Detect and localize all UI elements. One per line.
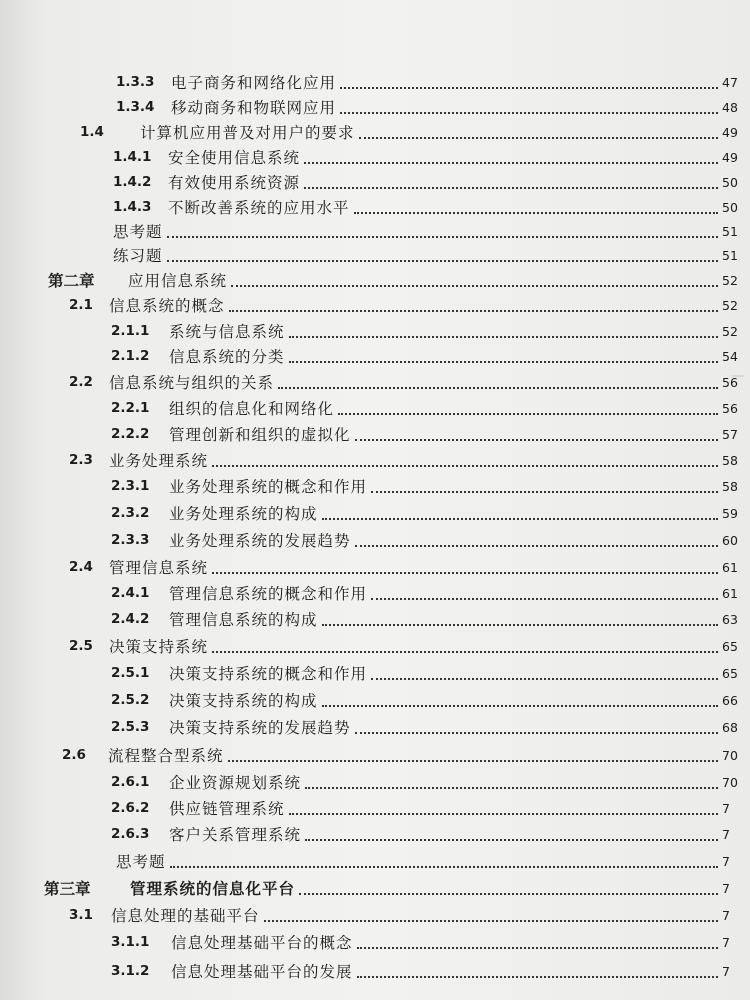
toc-entry-title: 管理创新和组织的虚拟化	[169, 426, 351, 444]
toc-entry-title: 业务处理系统的构成	[169, 505, 318, 523]
dot-leader	[354, 212, 718, 214]
toc-entry-number: 2.6.1	[111, 774, 150, 790]
dot-leader	[289, 361, 718, 363]
dot-leader	[289, 336, 718, 338]
dot-leader	[371, 678, 718, 680]
toc-entry[interactable]	[0, 554, 750, 580]
toc-entry-page: 70	[722, 774, 738, 790]
toc-entry[interactable]	[0, 929, 750, 955]
toc-entry[interactable]	[0, 821, 750, 847]
toc-entry-number: 2.1.2	[111, 348, 150, 364]
toc-entry-page: 59	[722, 505, 738, 521]
toc-entry-number: 2.3	[69, 452, 93, 468]
toc-entry-number: 2.5.3	[111, 719, 150, 735]
toc-entry[interactable]	[0, 714, 750, 740]
dot-leader	[340, 112, 718, 114]
toc-entry-number: 1.4	[80, 124, 104, 140]
toc-entry-number: 2.3.2	[111, 505, 150, 521]
toc-entry[interactable]	[0, 848, 750, 874]
dot-leader	[289, 813, 718, 815]
dot-leader	[371, 491, 718, 493]
toc-entry-title: 安全使用信息系统	[168, 149, 301, 167]
dot-leader	[170, 866, 718, 868]
dot-leader	[371, 598, 718, 600]
toc-entry[interactable]	[0, 687, 750, 713]
toc-entry-page: 7	[722, 880, 730, 896]
dot-leader	[322, 624, 718, 626]
toc-entry-title: 决策支持系统的概念和作用	[169, 665, 368, 683]
toc-entry-number: 1.4.2	[113, 174, 152, 190]
toc-entry-title: 信息处理基础平台的概念	[171, 934, 353, 952]
dot-leader	[338, 413, 718, 415]
toc-entry-number: 2.5.2	[111, 692, 150, 708]
toc-entry-title: 计算机应用普及对用户的要求	[140, 124, 355, 142]
toc-entry-page: 58	[722, 478, 738, 494]
dot-leader	[228, 760, 718, 762]
toc-entry[interactable]	[0, 580, 750, 606]
toc-entry[interactable]	[0, 218, 750, 244]
dot-leader	[355, 732, 718, 734]
dot-leader	[229, 310, 718, 312]
toc-entry[interactable]	[0, 242, 750, 268]
toc-entry-title: 管理信息系统	[109, 559, 209, 577]
toc-entry-page: 7	[722, 826, 730, 842]
toc-entry-page: 52	[722, 297, 738, 313]
toc-entry-page: 63	[722, 611, 738, 627]
toc-entry-title: 移动商务和物联网应用	[171, 99, 337, 117]
toc-entry-title: 客户关系管理系统	[169, 826, 302, 844]
toc-entry-title: 练习题	[113, 247, 163, 265]
toc-entry-page: 52	[722, 272, 738, 288]
toc-entry-title: 信息系统的概念	[109, 297, 225, 315]
toc-entry-title: 业务处理系统的发展趋势	[169, 532, 351, 550]
toc-entry[interactable]	[0, 169, 750, 195]
dot-leader	[212, 651, 718, 653]
toc-entry[interactable]	[0, 194, 750, 220]
toc-entry-number: 2.5	[69, 638, 93, 654]
toc-entry[interactable]	[0, 421, 750, 447]
dot-leader	[278, 387, 718, 389]
toc-entry[interactable]	[0, 292, 750, 318]
dot-leader	[355, 545, 718, 547]
toc-entry-title: 组织的信息化和网络化	[169, 400, 335, 418]
dot-leader	[357, 976, 718, 978]
toc-entry-title: 不断改善系统的应用水平	[168, 199, 350, 217]
toc-entry[interactable]	[0, 795, 750, 821]
toc-entry-number: 3.1.1	[111, 934, 150, 950]
toc-entry-title: 决策支持系统的构成	[169, 692, 318, 710]
toc-entry[interactable]	[0, 395, 750, 421]
toc-entry-number: 2.6.3	[111, 826, 150, 842]
toc-entry-title: 思考题	[116, 853, 166, 871]
toc-entry-title: 决策支持系统的发展趋势	[169, 719, 351, 737]
dot-leader	[212, 465, 718, 467]
toc-entry[interactable]	[0, 343, 750, 369]
dot-leader	[231, 285, 718, 287]
toc-entry-page: 48	[722, 99, 738, 115]
toc-entry-title: 业务处理系统	[109, 452, 209, 470]
toc-entry[interactable]	[0, 769, 750, 795]
toc-entry-page: 61	[722, 585, 738, 601]
dot-leader	[359, 137, 718, 139]
dot-leader	[322, 705, 718, 707]
toc-entry-title: 信息系统与组织的关系	[109, 374, 275, 392]
toc-entry-number: 1.4.1	[113, 149, 152, 165]
toc-entry-page: 65	[722, 665, 738, 681]
toc-entry-number: 1.3.4	[116, 99, 155, 115]
toc-entry-number: 1.4.3	[113, 199, 152, 215]
toc-entry[interactable]	[0, 902, 750, 928]
toc-entry[interactable]	[0, 606, 750, 632]
chapter-label: 第二章	[48, 272, 95, 290]
toc-entry-page: 57	[722, 426, 738, 442]
toc-entry[interactable]	[0, 742, 750, 768]
toc-entry-page: 7	[722, 853, 730, 869]
toc-entry-page: 7	[722, 800, 730, 816]
chapter-label: 第三章	[44, 880, 91, 898]
toc-entry-number: 2.4.2	[111, 611, 150, 627]
toc-entry-page: 7	[722, 934, 730, 950]
dot-leader	[355, 439, 718, 441]
toc-entry-page: 54	[722, 348, 738, 364]
toc-entry[interactable]	[0, 447, 750, 473]
toc-entry-page: 51	[722, 247, 738, 263]
dot-leader	[304, 187, 718, 189]
toc-entry[interactable]	[0, 473, 750, 499]
toc-entry-page: 50	[722, 199, 738, 215]
toc-entry-page: 60	[722, 532, 738, 548]
dot-leader	[322, 518, 718, 520]
toc-entry-number: 2.2.2	[111, 426, 150, 442]
toc-entry-page: 49	[722, 149, 738, 165]
toc-entry-page: 7	[722, 963, 730, 979]
toc-entry-page: 58	[722, 452, 738, 468]
chapter-title: 管理系统的信息化平台	[130, 879, 296, 898]
toc-entry[interactable]	[0, 318, 750, 344]
dot-leader	[305, 787, 718, 789]
toc-entry[interactable]	[0, 958, 750, 984]
dot-leader	[264, 920, 718, 922]
toc-entry[interactable]	[0, 527, 750, 553]
toc-entry-page: 49	[722, 124, 738, 140]
dot-leader	[357, 947, 718, 949]
toc-entry-title: 有效使用系统资源	[168, 174, 301, 192]
toc-entry-page: 61	[722, 559, 738, 575]
toc-entry-number: 2.4	[69, 559, 93, 575]
toc-entry-title: 思考题	[113, 223, 163, 241]
toc-entry-number: 3.1	[69, 907, 93, 923]
toc-entry-page: 56	[722, 400, 738, 416]
toc-entry-title: 企业资源规划系统	[169, 774, 302, 792]
toc-entry-page: 7	[722, 907, 730, 923]
dot-leader	[167, 236, 718, 238]
toc-entry[interactable]	[0, 94, 750, 120]
toc-entry-title: 信息处理基础平台的发展	[171, 963, 353, 981]
bleed-mark: —	[731, 368, 746, 384]
toc-entry-title: 业务处理系统的概念和作用	[169, 478, 368, 496]
toc-entry[interactable]	[0, 660, 750, 686]
chapter-title: 应用信息系统	[128, 272, 228, 290]
toc-entry-number: 2.6	[62, 747, 86, 763]
toc-entry-number: 2.3.1	[111, 478, 150, 494]
toc-entry-title: 信息处理的基础平台	[111, 907, 260, 925]
toc-entry[interactable]	[0, 144, 750, 170]
toc-entry-number: 2.1	[69, 297, 93, 313]
toc-entry-number: 2.6.2	[111, 800, 150, 816]
toc-entry-page: 51	[722, 223, 738, 239]
toc-entry-page: 70	[722, 747, 738, 763]
toc-entry[interactable]	[0, 69, 750, 95]
toc-entry[interactable]	[0, 633, 750, 659]
toc-entry-title: 供应链管理系统	[169, 800, 285, 818]
toc-entry-page: 56	[722, 374, 738, 390]
dot-leader	[304, 162, 718, 164]
toc-entry-page: 65	[722, 638, 738, 654]
toc-entry-title: 电子商务和网络化应用	[171, 74, 337, 92]
toc-entry-title: 系统与信息系统	[169, 323, 285, 341]
toc-entry-number: 2.3.3	[111, 532, 150, 548]
dot-leader	[212, 572, 718, 574]
toc-entry-page: 47	[722, 74, 738, 90]
toc-entry-number: 2.2	[69, 374, 93, 390]
toc-entry-number: 2.4.1	[111, 585, 150, 601]
toc-entry-title: 流程整合型系统	[108, 747, 224, 765]
toc-entry[interactable]	[0, 500, 750, 526]
dot-leader	[299, 893, 718, 895]
toc-entry-title: 决策支持系统	[109, 638, 209, 656]
toc-entry-number: 2.5.1	[111, 665, 150, 681]
toc-entry-page: 50	[722, 174, 738, 190]
toc-chapter[interactable]	[0, 267, 750, 293]
toc-entry-page: 66	[722, 692, 738, 708]
toc-entry-number: 3.1.2	[111, 963, 150, 979]
toc-entry-page: 52	[722, 323, 738, 339]
toc-entry-number: 2.2.1	[111, 400, 150, 416]
toc-entry-title: 管理信息系统的概念和作用	[169, 585, 368, 603]
toc-entry-page: 68	[722, 719, 738, 735]
toc-entry-title: 管理信息系统的构成	[169, 611, 318, 629]
toc-entry-number: 1.3.3	[116, 74, 155, 90]
toc-entry[interactable]	[0, 119, 750, 145]
toc-entry-title: 信息系统的分类	[169, 348, 285, 366]
dot-leader	[340, 87, 718, 89]
toc-entry[interactable]	[0, 369, 750, 395]
dot-leader	[305, 839, 718, 841]
toc-entry-number: 2.1.1	[111, 323, 150, 339]
toc-chapter[interactable]	[0, 875, 750, 901]
dot-leader	[167, 260, 718, 262]
